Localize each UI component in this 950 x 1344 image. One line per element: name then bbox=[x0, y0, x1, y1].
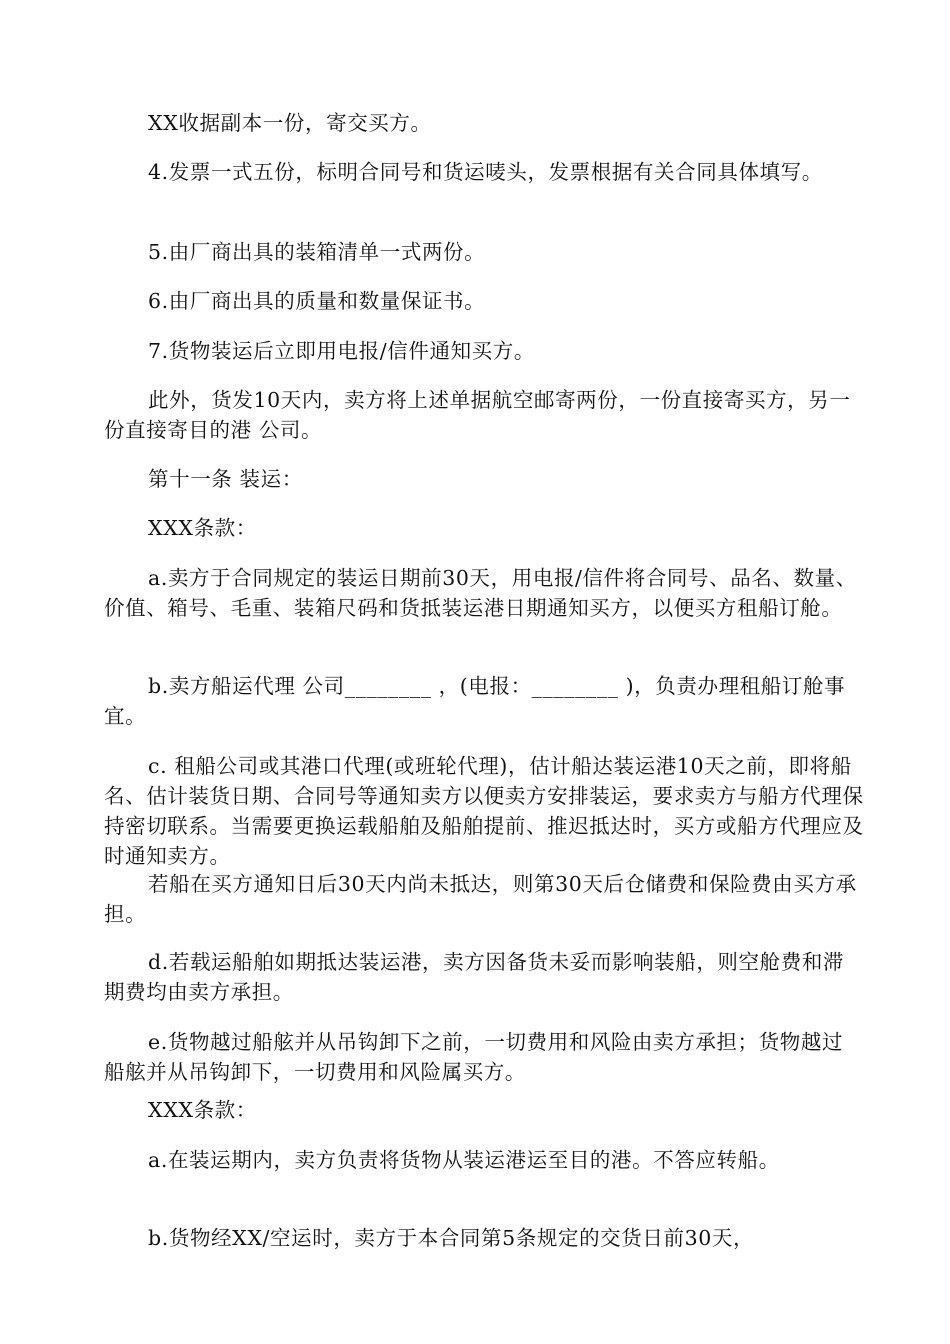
paragraph-clause-d: d.若载运船舶如期抵达装运港，卖方因备货未妥而影响装船，则空舱费和滞期费均由卖方承担。 bbox=[104, 950, 845, 1004]
clause-heading-1: XXX条款： bbox=[148, 516, 257, 540]
paragraph-shipment-notice: 7.货物装运后立即用电报/信件通知买方。 bbox=[148, 339, 535, 363]
paragraph-receipt-copy: XX收据副本一份，寄交买方。 bbox=[148, 111, 432, 135]
paragraph-clause2-b: b.货物经XX/空运时，卖方于本合同第5条规定的交货日前30天， bbox=[148, 1226, 755, 1250]
paragraph-packing-list: 5.由厂商出具的装箱清单一式两份。 bbox=[148, 240, 486, 264]
clause-heading-2: XXX条款： bbox=[148, 1098, 257, 1122]
paragraph-document-mailing: 此外，货发10天内，卖方将上述单据航空邮寄两份，一份直接寄买方，另一份直接寄目的港 公司。 bbox=[104, 388, 851, 442]
paragraph-storage-insurance: 若船在买方通知日后30天内尚未抵达，则第30天后仓储费和保险费由买方承担。 bbox=[104, 872, 857, 926]
paragraph-quality-certificate: 6.由厂商出具的质量和数量保证书。 bbox=[148, 289, 486, 313]
paragraph-clause-c: c. 租船公司或其港口代理(或班轮代理)，估计船达装运港10天之前，即将船名、估计装货日期、合同号等通知卖方以便卖方安排装运，要求卖方与船方代理保持密切联系。当需要更换运载船舶及船舶提前、推迟抵达时，买方或船方代理应及时通知卖方。 bbox=[104, 754, 864, 868]
paragraph-clause2-a: a.在装运期内，卖方负责将货物从装运港运至目的港。不答应转船。 bbox=[148, 1148, 780, 1172]
paragraph-invoice: 4.发票一式五份，标明合同号和货运唛头，发票根据有关合同具体填写。 bbox=[148, 160, 823, 184]
paragraph-clause-a: a.卖方于合同规定的装运日期前30天，用电报/信件将合同号、品名、数量、价值、箱号、毛重、装箱尺码和货抵装运港日期通知买方，以便买方租船订舱。 bbox=[104, 566, 857, 620]
paragraph-clause-b: b.卖方船运代理 公司________ ，(电报：________ )，负责办理租船订舱事宜。 bbox=[104, 674, 846, 728]
paragraph-clause-e: e.货物越过船舷并从吊钩卸下之前，一切费用和风险由卖方承担；货物越过船舷并从吊钩卸下，一切费用和风险属买方。 bbox=[104, 1030, 844, 1084]
section-heading-shipment: 第十一条 装运： bbox=[148, 467, 303, 491]
